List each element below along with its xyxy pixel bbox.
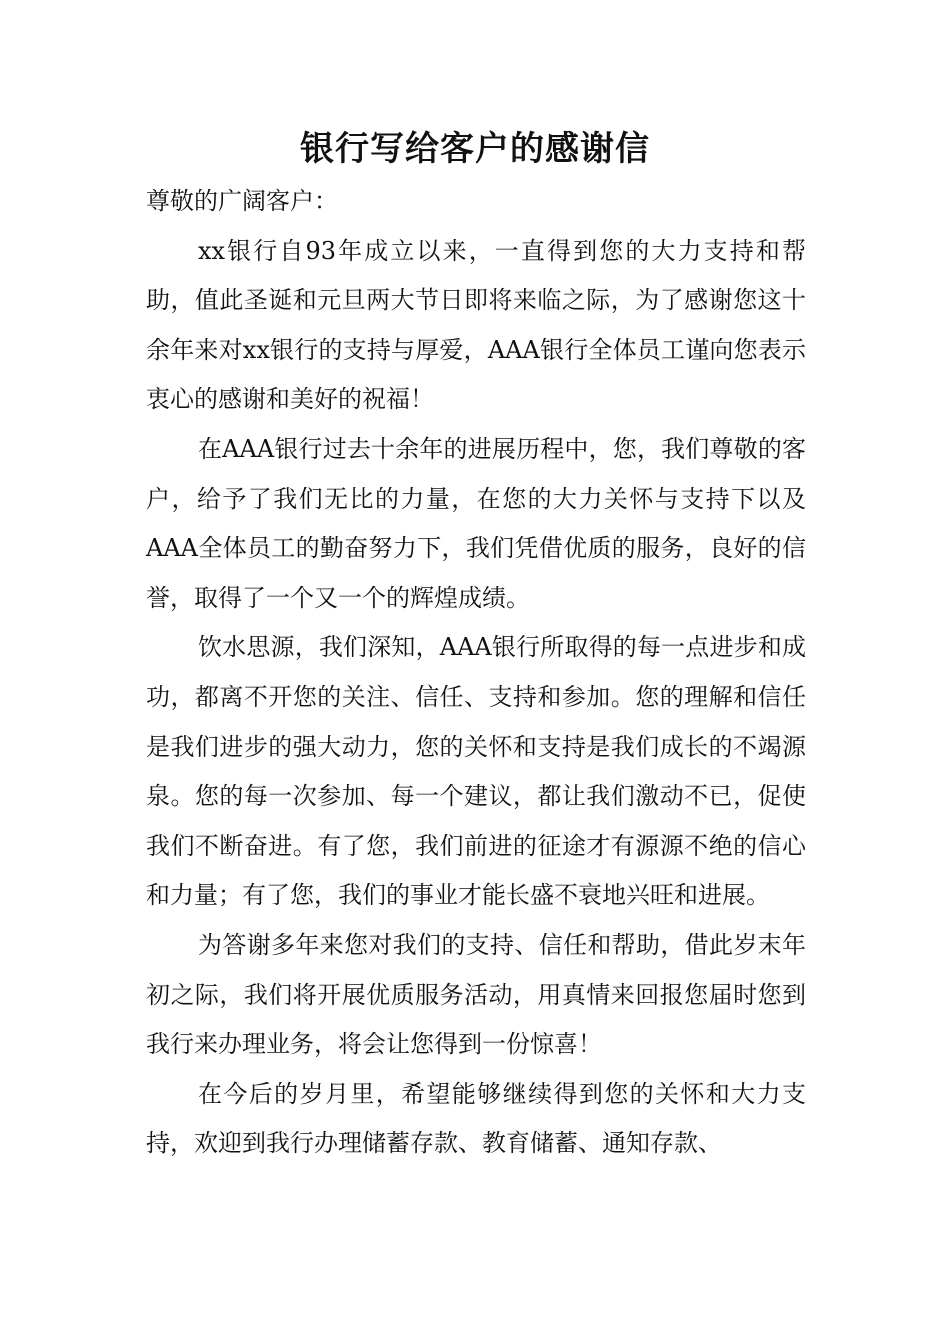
paragraph-4: 为答谢多年来您对我们的支持、信任和帮助，借此岁末年初之际，我们将开展优质服务活动，用真情来回报您届时您到我行来办理业务，将会让您得到一份惊喜！ <box>146 930 806 1059</box>
document-title: 银行写给客户的感谢信 <box>300 129 650 169</box>
letter-body <box>146 177 806 1169</box>
paragraph-3: 饮水思源，我们深知，AAA银行所取得的每一点进步和成功，都离不开您的关注、信任、支持和参加。您的理解和信任是我们进步的强大动力，您的关怀和支持是我们成长的不竭源泉。您的每一次参加、每一个建议，都让我们激动不已，促使我们不断奋进。有了您，我们前进的征途才有源源不绝的信心和力量；有了您，我们的事业才能长盛不衰地兴旺和进展。 <box>146 633 806 910</box>
letter-greeting: 尊敬的广阔客户： <box>146 187 338 215</box>
paragraph-2: 在AAA银行过去十余年的进展历程中，您，我们尊敬的客户，给予了我们无比的力量，在您的大力关怀与支持下以及AAA全体员工的勤奋努力下，我们凭借优质的服务，良好的信誉，取得了一个又一个的辉煌成绩。 <box>146 434 806 612</box>
paragraph-5: 在今后的岁月里，希望能够继续得到您的关怀和大力支持，欢迎到我行办理储蓄存款、教育储蓄、通知存款、 <box>146 1079 806 1158</box>
paragraph-1: xx银行自93年成立以来，一直得到您的大力支持和帮助，值此圣诞和元旦两大节日即将来临之际，为了感谢您这十余年来对xx银行的支持与厚爱，AAA银行全体员工谨向您表示衷心的感谢和美好的祝福！ <box>146 236 806 414</box>
